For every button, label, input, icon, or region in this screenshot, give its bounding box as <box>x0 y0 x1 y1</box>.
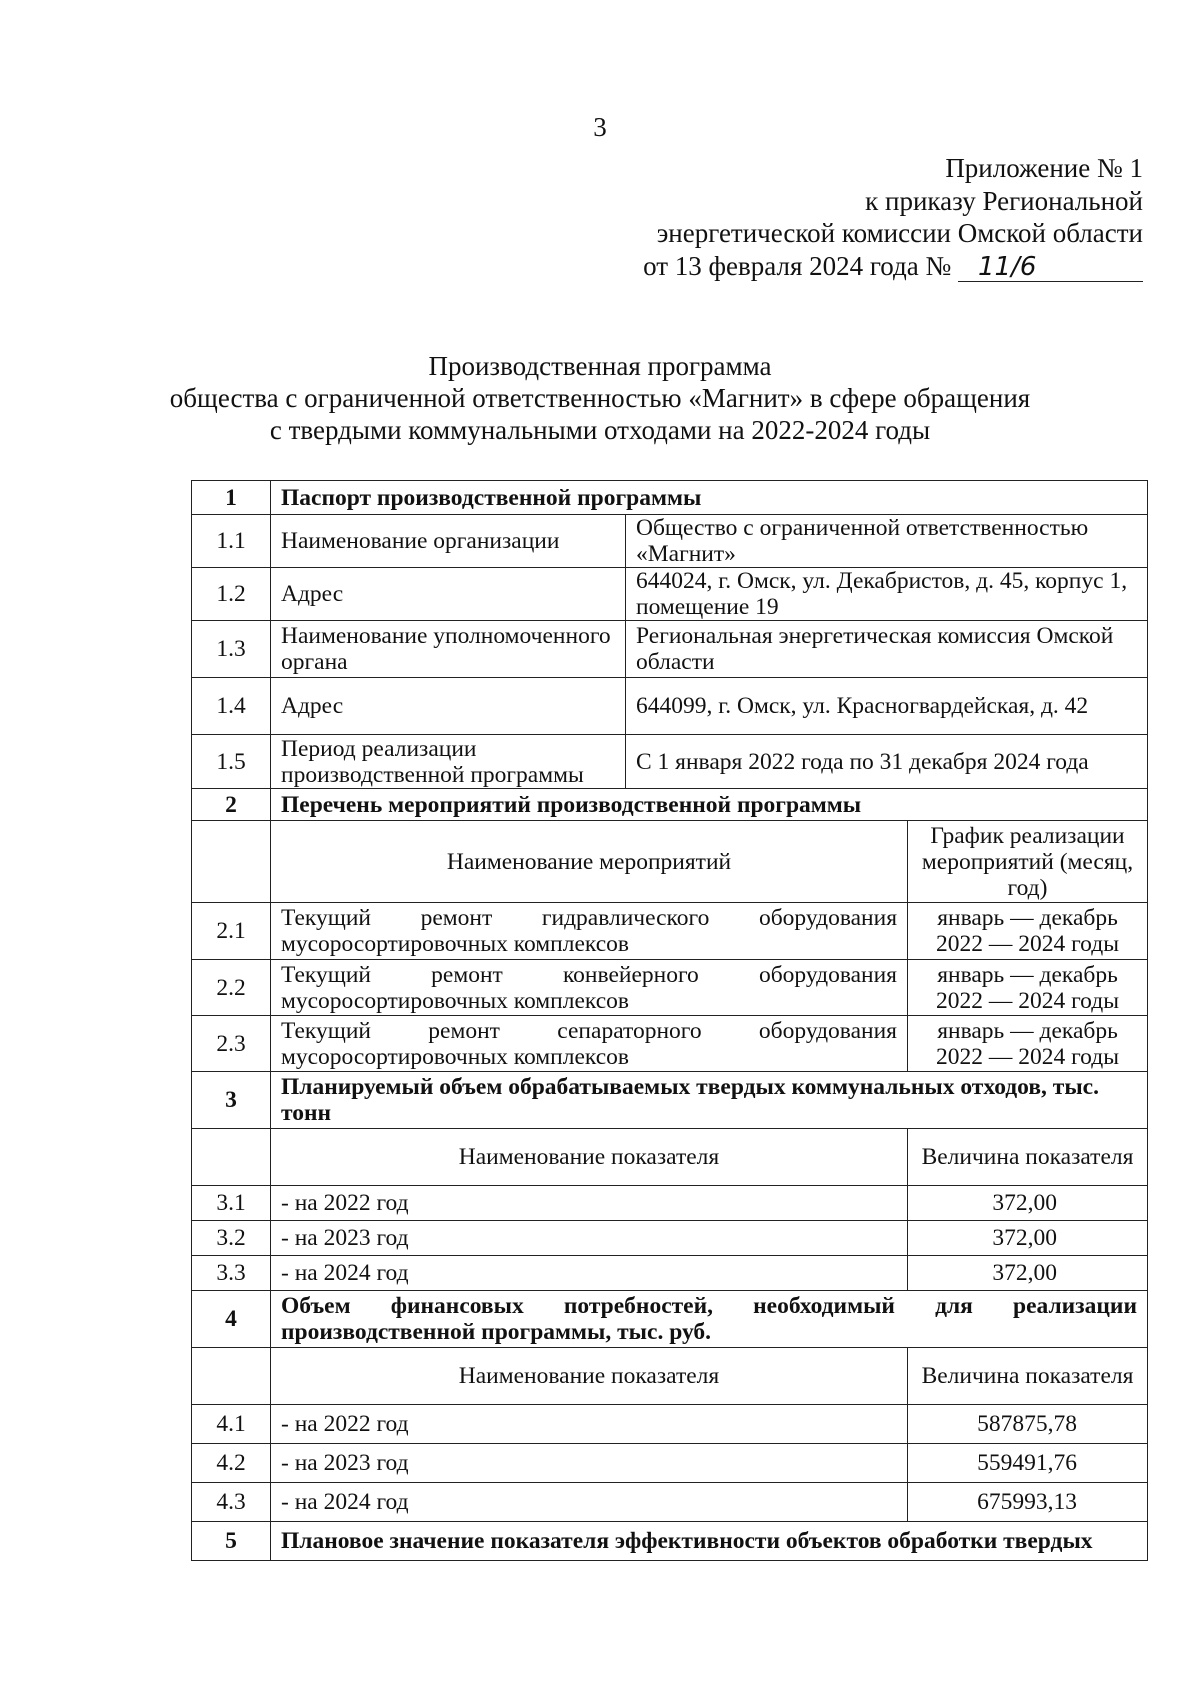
table-row <box>192 1186 1148 1221</box>
row-number: 2.3 <box>192 1016 271 1072</box>
row-value: 372,00 <box>908 1186 1148 1221</box>
schedule-months: январь — декабрь <box>937 1017 1118 1044</box>
row-number: 4.2 <box>192 1444 271 1483</box>
schedule-months: январь — декабрь <box>937 905 1118 931</box>
header-name: Наименование мероприятий <box>271 821 908 903</box>
schedule-months: январь — декабрь <box>937 961 1118 988</box>
row-label: Наименование уполномоченного органа <box>271 621 626 678</box>
title-line-1: Производственная программа <box>428 351 772 381</box>
appendix-header <box>643 152 1143 282</box>
section-3-header <box>192 1072 1148 1129</box>
table-row <box>192 515 1148 568</box>
section-5-header <box>192 1522 1148 1561</box>
table-row <box>192 1016 1148 1072</box>
document-title <box>0 350 1200 446</box>
section-title: Планируемый объем обрабатываемых твердых коммунальных отходов, тыс. тонн <box>271 1072 1148 1129</box>
table-row <box>192 568 1148 621</box>
activity-line-2: мусоросортировочных комплексов <box>281 1043 629 1070</box>
activity-line-1: Текущий ремонт сепараторного оборудования <box>281 1017 897 1044</box>
header-name: Наименование показателя <box>271 1129 908 1186</box>
section-title: Паспорт производственной программы <box>271 481 1148 515</box>
table-row <box>192 735 1148 789</box>
table-row <box>192 1444 1148 1483</box>
section-title <box>271 1291 1148 1348</box>
row-value: 372,00 <box>908 1256 1148 1291</box>
table-header-row <box>192 1348 1148 1405</box>
table-row <box>192 960 1148 1016</box>
section-title: Плановое значение показателя эффективности объектов обработки твердых <box>271 1522 1148 1561</box>
activity-name <box>271 1016 908 1072</box>
section-title: Перечень мероприятий производственной программы <box>271 789 1148 821</box>
activity-name <box>271 960 908 1016</box>
section-number: 1 <box>192 481 271 515</box>
row-value: 644024, г. Омск, ул. Декабристов, д. 45, корпус 1, помещение 19 <box>626 568 1148 621</box>
row-value: 644099, г. Омск, ул. Красногвардейская, д. 42 <box>626 678 1148 735</box>
row-value: 372,00 <box>908 1221 1148 1256</box>
row-label: - на 2023 год <box>271 1444 908 1483</box>
schedule-years: 2022 — 2024 годы <box>936 1043 1119 1070</box>
table-header-row <box>192 1129 1148 1186</box>
row-number: 1.5 <box>192 735 271 789</box>
page-number: 3 <box>593 112 607 142</box>
title-line-3: с твердыми коммунальными отходами на 2022-2024 годы <box>269 415 931 445</box>
activity-schedule <box>908 1016 1148 1072</box>
row-number: 1.3 <box>192 621 271 678</box>
row-number: 4.3 <box>192 1483 271 1522</box>
activity-name <box>271 903 908 960</box>
row-value: 675993,13 <box>908 1483 1148 1522</box>
row-label: Адрес <box>271 678 626 735</box>
header-name: Наименование показателя <box>271 1348 908 1405</box>
activity-schedule <box>908 903 1148 960</box>
header-value: Величина показателя <box>908 1129 1148 1186</box>
row-number: 1.4 <box>192 678 271 735</box>
table-header-row <box>192 821 1148 903</box>
row-label: - на 2024 год <box>271 1483 908 1522</box>
row-label: - на 2024 год <box>271 1256 908 1291</box>
section-4-header <box>192 1291 1148 1348</box>
section-number: 2 <box>192 789 271 821</box>
appendix-line-2: к приказу Региональной <box>865 185 1143 216</box>
table-row <box>192 1256 1148 1291</box>
empty-cell <box>192 821 271 903</box>
row-label: Наименование организации <box>271 515 626 568</box>
row-value: Региональная энергетическая комиссия Омской области <box>626 621 1148 678</box>
empty-cell <box>192 1348 271 1405</box>
row-value: 559491,76 <box>908 1444 1148 1483</box>
section-1-header <box>192 481 1148 515</box>
header-schedule: График реализации мероприятий (месяц, год) <box>908 821 1148 903</box>
row-number: 2.2 <box>192 960 271 1016</box>
header-value: Величина показателя <box>908 1348 1148 1405</box>
activity-line-2: мусоросортировочных комплексов <box>281 987 629 1014</box>
section-number: 3 <box>192 1072 271 1129</box>
row-label: - на 2022 год <box>271 1186 908 1221</box>
table-row <box>192 903 1148 960</box>
row-label: Период реализации производственной программы <box>271 735 626 789</box>
section-title-line-2: производственной программы, тыс. руб. <box>281 1319 712 1345</box>
row-number: 1.2 <box>192 568 271 621</box>
section-number: 5 <box>192 1522 271 1561</box>
row-value: 587875,78 <box>908 1405 1148 1444</box>
table-row <box>192 1221 1148 1256</box>
row-value: С 1 января 2022 года по 31 декабря 2024 года <box>626 735 1148 789</box>
row-label: Адрес <box>271 568 626 621</box>
appendix-line-1: Приложение № 1 <box>945 153 1143 183</box>
order-date: от 13 февраля 2024 года № <box>643 250 952 281</box>
row-label: - на 2023 год <box>271 1221 908 1256</box>
row-number: 1.1 <box>192 515 271 568</box>
activity-schedule <box>908 960 1148 1016</box>
activity-line-1: Текущий ремонт гидравлического оборудования <box>281 905 897 931</box>
row-number: 2.1 <box>192 903 271 960</box>
schedule-years: 2022 — 2024 годы <box>936 987 1119 1014</box>
table-row <box>192 678 1148 735</box>
section-title-line-1: Объем финансовых потребностей, необходимый для реализации <box>281 1293 1137 1319</box>
activity-line-1: Текущий ремонт конвейерного оборудования <box>281 961 897 988</box>
row-number: 3.1 <box>192 1186 271 1221</box>
empty-cell <box>192 1129 271 1186</box>
row-value: Общество с ограниченной ответственностью «Магнит» <box>626 515 1148 568</box>
appendix-line-3: энергетической комиссии Омской области <box>656 218 1143 248</box>
section-2-header <box>192 789 1148 821</box>
appendix-line-4 <box>643 250 1143 283</box>
schedule-years: 2022 — 2024 годы <box>936 931 1119 957</box>
title-line-2: общества с ограниченной ответственностью «Магнит» в сфере обращения <box>169 383 1031 413</box>
program-table <box>191 480 1148 1561</box>
table-row <box>192 1483 1148 1522</box>
row-number: 3.2 <box>192 1221 271 1256</box>
row-number: 3.3 <box>192 1256 271 1291</box>
row-label: - на 2022 год <box>271 1405 908 1444</box>
row-number: 4.1 <box>192 1405 271 1444</box>
section-number: 4 <box>192 1291 271 1348</box>
table-row <box>192 1405 1148 1444</box>
table-row <box>192 621 1148 678</box>
order-number: 11/6 <box>958 253 1143 282</box>
activity-line-2: мусоросортировочных комплексов <box>281 931 629 957</box>
